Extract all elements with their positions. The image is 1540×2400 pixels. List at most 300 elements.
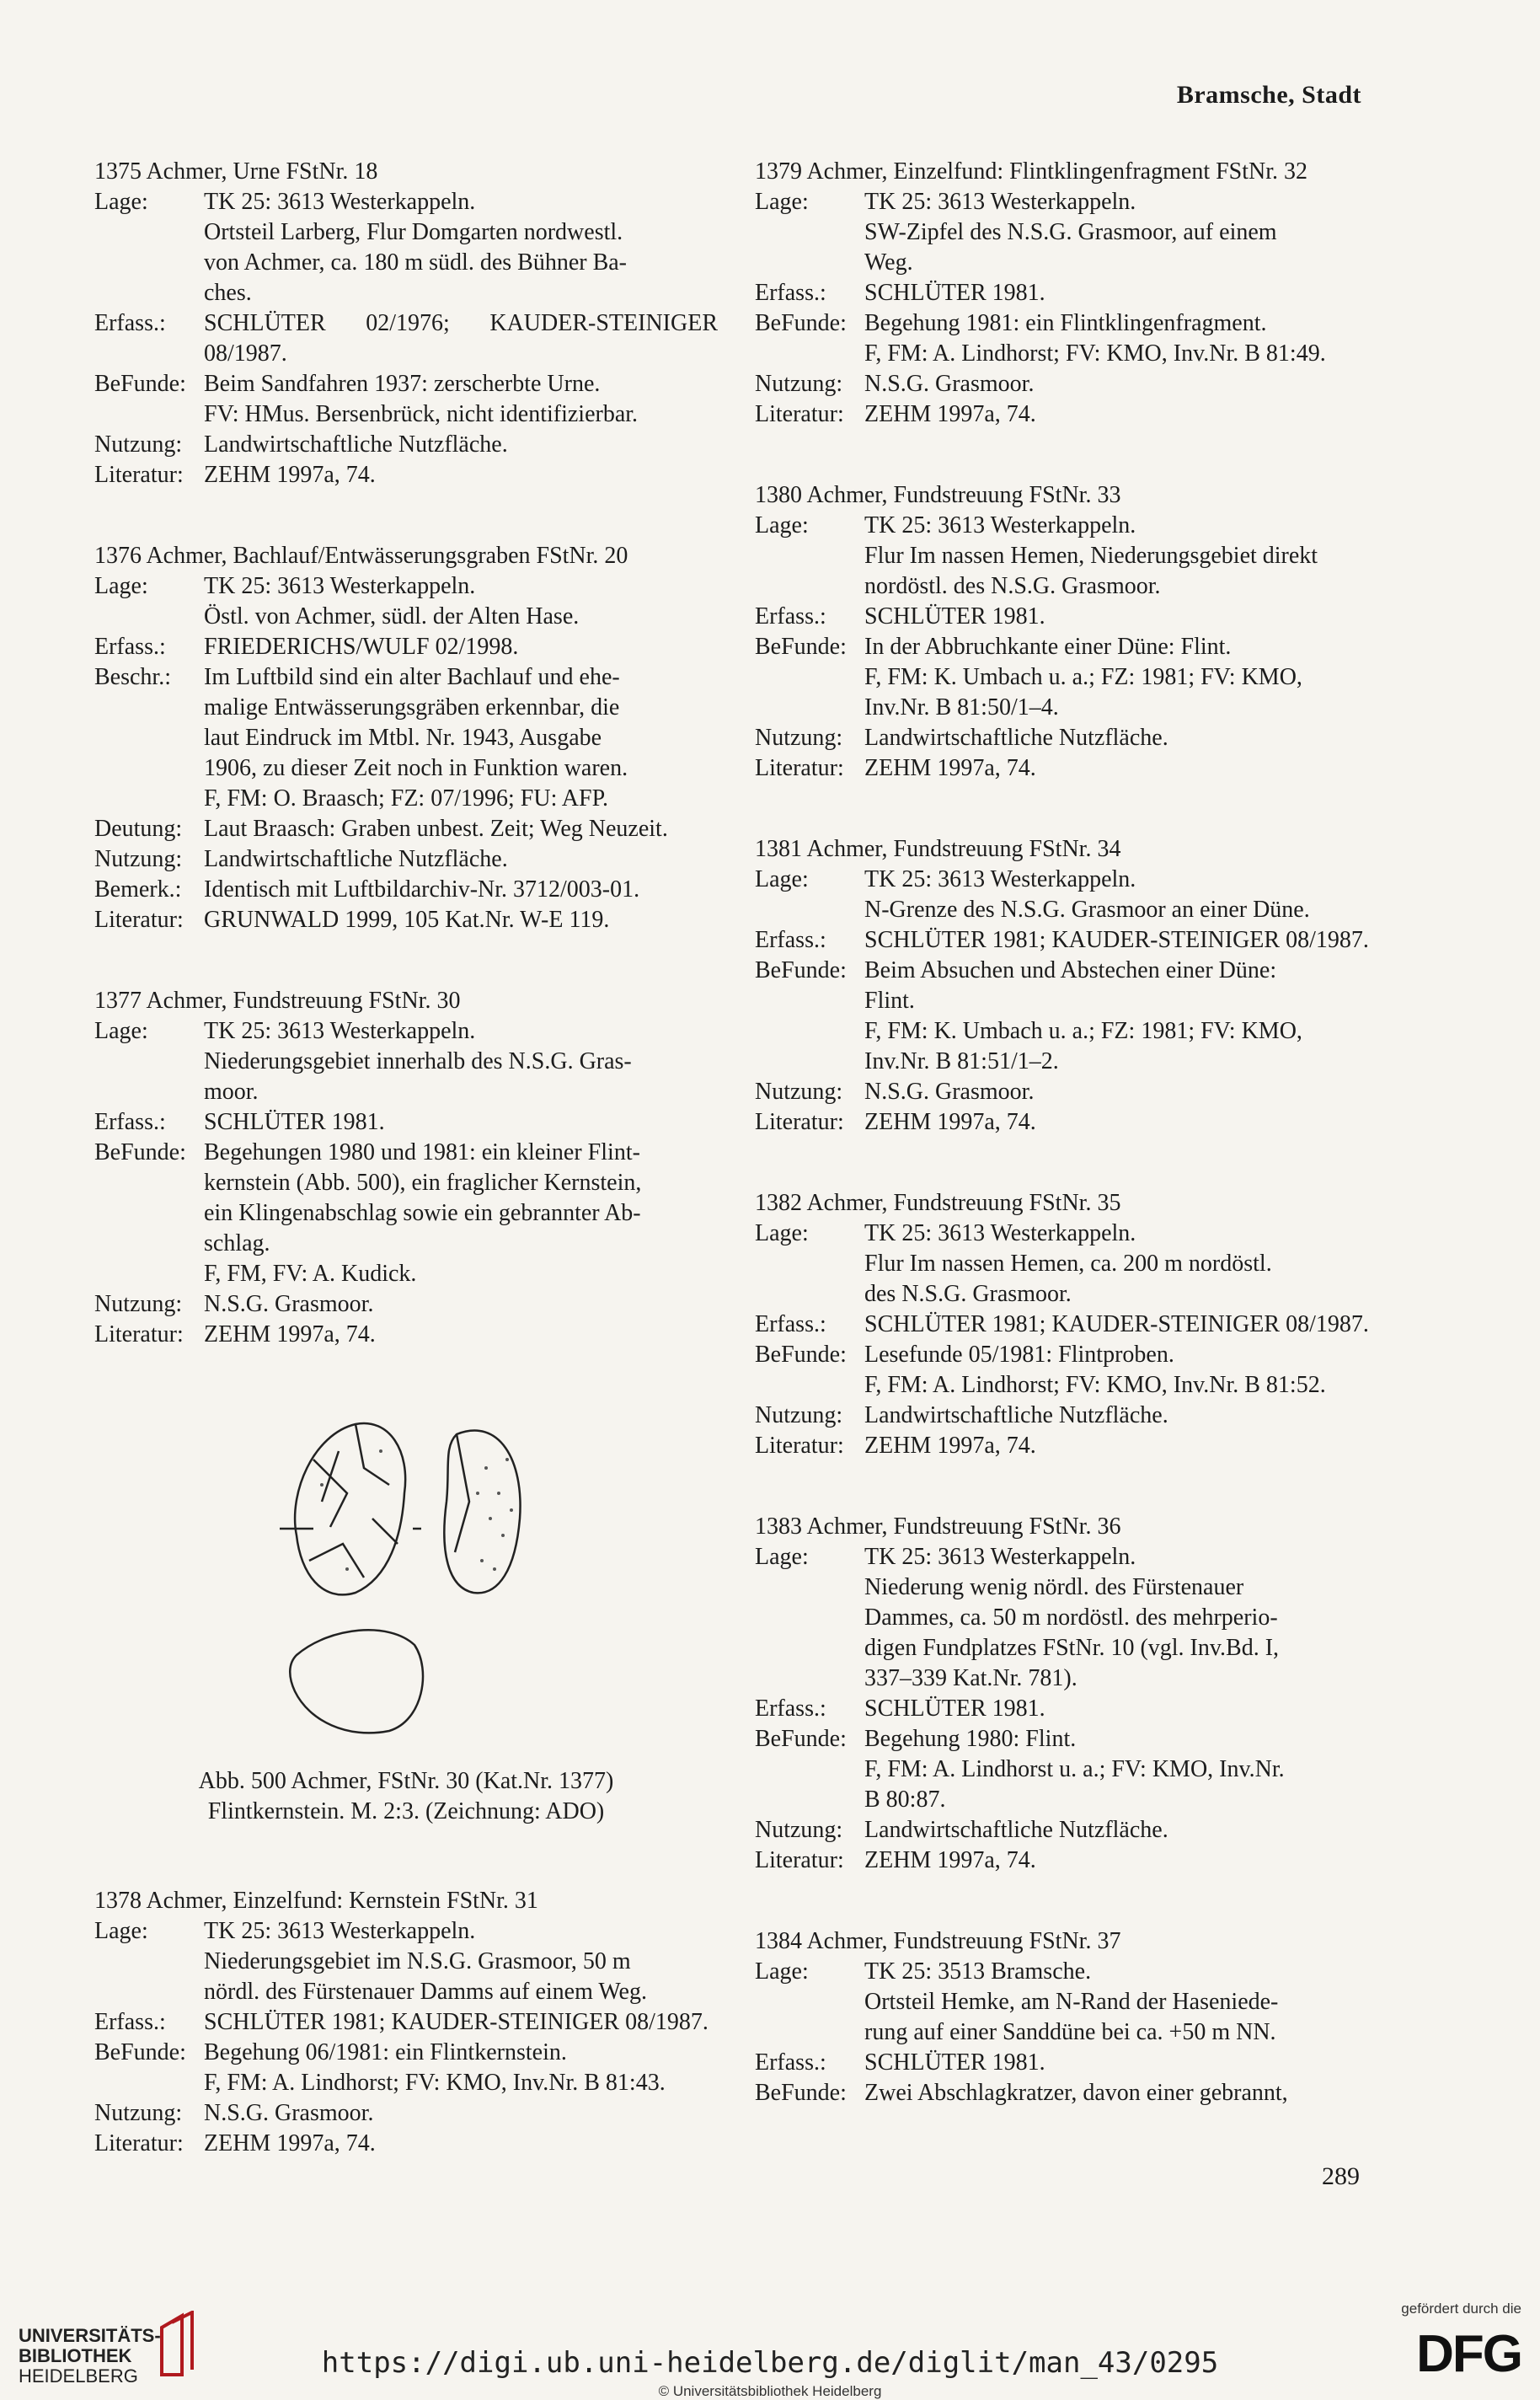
entry-field: [755, 753, 1378, 784]
field-label: BeFunde:: [755, 1342, 847, 1368]
field-value: [204, 632, 718, 662]
entry-number: 1382: [755, 1190, 802, 1216]
entry-field: [755, 2048, 1378, 2078]
field-line: Begehung 1981: ein Flintklingenfragment.: [864, 310, 1267, 336]
right-entries: [755, 157, 1378, 2108]
field-value: [204, 2098, 718, 2129]
field-line: SCHLÜTER 1981.: [864, 2049, 1045, 2076]
entry-title: [94, 157, 718, 187]
field-line: TK 25: 3613 Westerkappeln.: [204, 1018, 476, 1044]
left-entries-after: [94, 1886, 718, 2159]
entry-heading: Achmer, Einzelfund: Kernstein FStNr. 31: [142, 1888, 538, 1914]
field-value: [204, 814, 718, 844]
field-line: ZEHM 1997a, 74.: [864, 755, 1036, 781]
field-value: [204, 1138, 718, 1289]
field-line: ZEHM 1997a, 74.: [864, 401, 1036, 427]
field-label: Erfass.:: [755, 2049, 826, 2076]
field-label: Nutzung:: [755, 1817, 843, 1843]
field-line: rung auf einer Sanddüne bei ca. +50 m NN.: [864, 2019, 1276, 2045]
entry-field: [94, 1320, 718, 1350]
field-label: Nutzung:: [94, 1291, 183, 1317]
field-line: Begehung 1980: Flint.: [864, 1726, 1077, 1752]
field-label: Nutzung:: [94, 2100, 183, 2126]
field-value: [864, 1542, 1378, 1694]
field-line: SCHLÜTER 1981.: [204, 1109, 385, 1135]
field-line: ZEHM 1997a, 74.: [864, 1433, 1036, 1459]
field-label: Literatur:: [94, 907, 184, 933]
field-label: Erfass.:: [94, 634, 166, 660]
field-value: [864, 511, 1378, 602]
caption-line-2: Flintkernstein. M. 2:3. (Zeichnung: ADO): [207, 1798, 605, 1824]
field-label: BeFunde:: [755, 1726, 847, 1752]
field-line: SCHLÜTER 1981; KAUDER-STEINIGER 08/1987.: [204, 2009, 709, 2035]
field-line: des N.S.G. Grasmoor.: [864, 1281, 1072, 1307]
field-label: Literatur:: [755, 1847, 844, 1873]
entry-field: [94, 662, 718, 814]
entry-heading: Achmer, Urne FStNr. 18: [142, 158, 378, 185]
field-value: [204, 430, 718, 460]
field-line: Niederung wenig nördl. des Fürstenauer: [864, 1574, 1244, 1600]
entry-title: [94, 1886, 718, 1916]
field-line: Flur Im nassen Hemen, ca. 200 m nordöstl.: [864, 1251, 1272, 1277]
field-label: Literatur:: [755, 1109, 844, 1135]
field-line: SW-Zipfel des N.S.G. Grasmoor, auf einem: [864, 219, 1277, 245]
catalog-entry: [755, 1926, 1378, 2108]
entry-heading: Achmer, Fundstreuung FStNr. 34: [802, 836, 1121, 862]
field-line: TK 25: 3513 Bramsche.: [864, 1958, 1092, 1985]
entry-field: [755, 956, 1378, 1077]
left-column: [94, 157, 718, 2210]
field-line: FV: HMus. Bersenbrück, nicht identifizierbar.: [204, 401, 639, 427]
field-value: [864, 1219, 1378, 1310]
field-line: Landwirtschaftliche Nutzfläche.: [204, 846, 508, 872]
entry-field: [94, 369, 718, 430]
running-header: Bramsche, Stadt: [1176, 81, 1361, 109]
footer: [0, 2275, 1540, 2397]
entry-field: [755, 1542, 1378, 1694]
field-line: Landwirtschaftliche Nutzfläche.: [864, 1402, 1168, 1428]
entry-field: [94, 1289, 718, 1320]
field-value: [204, 308, 718, 369]
entry-field: [755, 1431, 1378, 1461]
catalog-entry: [755, 480, 1378, 784]
catalog-entry: [755, 834, 1378, 1138]
field-label: Erfass.:: [755, 603, 826, 629]
field-line: moor.: [204, 1079, 259, 1105]
field-label: Erfass.:: [755, 1696, 826, 1722]
field-label: Literatur:: [94, 462, 184, 488]
entry-title: [755, 1926, 1378, 1957]
catalog-entry: [755, 157, 1378, 430]
field-label: Deutung:: [94, 816, 183, 842]
field-line: 1906, zu dieser Zeit noch in Funktion waren.: [204, 755, 628, 781]
field-line: F, FM: A. Lindhorst; FV: KMO, Inv.Nr. B 81:49.: [864, 340, 1326, 367]
entry-field: [755, 602, 1378, 632]
entry-title: [755, 1188, 1378, 1219]
field-line: Weg.: [864, 249, 913, 276]
entry-field: [755, 1310, 1378, 1340]
funding-label: gefördert durch die: [1401, 2301, 1521, 2317]
entry-number: 1378: [94, 1888, 142, 1914]
field-value: [864, 187, 1378, 278]
field-line: Beim Sandfahren 1937: zerscherbte Urne.: [204, 371, 601, 397]
field-label: BeFunde:: [755, 2080, 847, 2106]
entry-field: [755, 1401, 1378, 1431]
entry-field: [94, 1107, 718, 1138]
field-value: [204, 2007, 718, 2038]
entry-title: [755, 834, 1378, 865]
field-line: Inv.Nr. B 81:51/1–2.: [864, 1048, 1059, 1074]
field-value: [864, 1846, 1378, 1876]
field-line: malige Entwässerungsgräben erkennbar, die: [204, 694, 620, 721]
field-label: Lage:: [755, 1544, 809, 1570]
field-line: Flur Im nassen Hemen, Niederungsgebiet direkt: [864, 543, 1318, 569]
entry-number: 1381: [755, 836, 802, 862]
library-name-line1: UNIVERSITÄTS-: [19, 2325, 161, 2346]
field-value: [864, 1077, 1378, 1107]
entry-title: [94, 986, 718, 1016]
field-value: [204, 875, 718, 905]
entry-field: [755, 369, 1378, 399]
entry-field: [94, 460, 718, 490]
entry-heading: Achmer, Fundstreuung FStNr. 36: [802, 1513, 1121, 1540]
field-line: Im Luftbild sind ein alter Bachlauf und ehe-: [204, 664, 620, 690]
field-value: [204, 1107, 718, 1138]
entry-heading: Achmer, Einzelfund: Flintklingenfragment FStNr. 32: [802, 158, 1308, 185]
field-line: Inv.Nr. B 81:50/1–4.: [864, 694, 1059, 721]
entry-heading: Achmer, Fundstreuung FStNr. 33: [802, 482, 1121, 508]
field-value: [204, 1320, 718, 1350]
field-label: Lage:: [755, 1958, 809, 1985]
field-label: BeFunde:: [94, 1139, 186, 1165]
entry-field: [94, 2007, 718, 2038]
entry-field: [94, 571, 718, 632]
field-line: kernstein (Abb. 500), ein fraglicher Kernstein,: [204, 1170, 642, 1196]
field-value: [864, 723, 1378, 753]
library-name-line3: HEIDELBERG: [19, 2365, 138, 2387]
field-line: SCHLÜTER 1981; KAUDER-STEINIGER 08/1987.: [864, 927, 1369, 953]
field-line: ZEHM 1997a, 74.: [204, 1321, 376, 1347]
field-label: Literatur:: [94, 2130, 184, 2156]
page-number: 289: [1322, 2162, 1360, 2190]
entry-number: 1383: [755, 1513, 802, 1540]
field-label: Lage:: [755, 512, 809, 538]
field-label: Nutzung:: [94, 431, 183, 458]
field-label: Erfass.:: [755, 927, 826, 953]
field-value: [864, 1310, 1378, 1340]
entry-field: [755, 1815, 1378, 1846]
catalog-entry: [94, 986, 718, 1350]
field-line: schlag.: [204, 1230, 270, 1256]
entry-field: [755, 278, 1378, 308]
field-label: BeFunde:: [94, 2039, 186, 2065]
field-line: N.S.G. Grasmoor.: [204, 1291, 374, 1317]
field-line: TK 25: 3613 Westerkappeln.: [204, 573, 476, 599]
entry-title: [755, 1512, 1378, 1542]
field-line: Landwirtschaftliche Nutzfläche.: [864, 1817, 1168, 1843]
field-value: [204, 460, 718, 490]
entry-field: [755, 632, 1378, 723]
entry-field: [755, 1846, 1378, 1876]
catalog-entry: [94, 1886, 718, 2159]
entry-field: [94, 905, 718, 935]
field-value: [864, 1107, 1378, 1138]
field-label: Nutzung:: [755, 1402, 843, 1428]
entry-number: 1376: [94, 543, 142, 569]
copyright-notice: © Universitätsbibliothek Heidelberg: [658, 2383, 882, 2399]
entry-field: [755, 187, 1378, 278]
field-line: ches.: [204, 280, 252, 306]
field-line: SCHLÜTER 1981.: [864, 280, 1045, 306]
entry-heading: Achmer, Fundstreuung FStNr. 35: [802, 1190, 1121, 1216]
field-line: Flint.: [864, 988, 915, 1014]
field-label: Lage:: [755, 1220, 809, 1246]
field-value: [864, 602, 1378, 632]
field-label: Lage:: [755, 189, 809, 215]
field-value: [204, 2129, 718, 2159]
entry-field: [94, 2098, 718, 2129]
field-label: Lage:: [94, 1918, 148, 1944]
field-line: SCHLÜTER 1981.: [864, 1696, 1045, 1722]
entry-heading: Achmer, Fundstreuung FStNr. 30: [142, 988, 461, 1014]
catalog-entry: [94, 541, 718, 935]
field-value: [864, 2048, 1378, 2078]
field-value: [864, 1815, 1378, 1846]
field-line: N.S.G. Grasmoor.: [864, 371, 1035, 397]
field-line: B 80:87.: [864, 1787, 946, 1813]
figure-flint-core: [94, 1401, 718, 1738]
field-line: Laut Braasch: Graben unbest. Zeit; Weg Neuzeit.: [204, 816, 668, 842]
entry-number: 1375: [94, 158, 142, 185]
field-label: Beschr.:: [94, 664, 171, 690]
field-value: [864, 1340, 1378, 1401]
entry-field: [755, 925, 1378, 956]
entry-field: [94, 844, 718, 875]
entry-title: [755, 157, 1378, 187]
field-line: ZEHM 1997a, 74.: [204, 2130, 376, 2156]
field-line: Niederungsgebiet im N.S.G. Grasmoor, 50 m: [204, 1948, 631, 1974]
field-line: ZEHM 1997a, 74.: [204, 462, 376, 488]
field-value: [864, 1694, 1378, 1724]
entry-heading: Achmer, Fundstreuung FStNr. 37: [802, 1928, 1121, 1954]
figure-caption: [94, 1766, 718, 1827]
entry-field: [94, 1916, 718, 2007]
field-value: [864, 1431, 1378, 1461]
field-line: digen Fundplatzes FStNr. 10 (vgl. Inv.Bd. I,: [864, 1635, 1280, 1661]
field-line: F, FM, FV: A. Kudick.: [204, 1261, 417, 1287]
field-line: Identisch mit Luftbildarchiv-Nr. 3712/003-01.: [204, 876, 640, 903]
entry-field: [94, 2038, 718, 2098]
field-value: [204, 2038, 718, 2098]
permalink-url[interactable]: https://digi.ub.uni-heidelberg.de/diglit/man_43/0295: [321, 2346, 1219, 2380]
entry-field: [755, 1077, 1378, 1107]
entry-field: [755, 1107, 1378, 1138]
field-value: [204, 187, 718, 308]
field-label: Erfass.:: [94, 2009, 166, 2035]
field-value: [864, 278, 1378, 308]
field-line: Begehungen 1980 und 1981: ein kleiner Flint-: [204, 1139, 640, 1165]
field-label: Lage:: [94, 573, 148, 599]
field-line: nördl. des Fürstenauer Damms auf einem Weg.: [204, 1979, 647, 2005]
field-label: BeFunde:: [755, 310, 847, 336]
field-label: Literatur:: [755, 401, 844, 427]
field-value: [864, 925, 1378, 956]
field-value: [864, 308, 1378, 369]
field-value: [204, 905, 718, 935]
field-line: Landwirtschaftliche Nutzfläche.: [864, 725, 1168, 751]
library-name-line2: BIBLIOTHEK: [19, 2345, 132, 2366]
entry-field: [755, 511, 1378, 602]
entry-number: 1379: [755, 158, 802, 185]
entry-heading: Achmer, Bachlauf/Entwässerungsgraben FStNr. 20: [142, 543, 628, 569]
field-line: Beim Absuchen und Abstechen einer Düne:: [864, 957, 1277, 983]
entry-field: [94, 187, 718, 308]
flint-core-drawing: [263, 1401, 549, 1738]
field-line: ZEHM 1997a, 74.: [864, 1109, 1036, 1135]
field-value: [864, 632, 1378, 723]
caption-line-1: Abb. 500 Achmer, FStNr. 30 (Kat.Nr. 1377): [198, 1768, 614, 1794]
entry-field: [755, 1957, 1378, 2048]
field-line: GRUNWALD 1999, 105 Kat.Nr. W-E 119.: [204, 907, 610, 933]
field-line: N.S.G. Grasmoor.: [864, 1079, 1035, 1105]
dfg-logo[interactable]: DFG: [1416, 2325, 1521, 2383]
field-value: [204, 1016, 718, 1107]
field-line: F, FM: K. Umbach u. a.; FZ: 1981; FV: KMO,: [864, 1018, 1302, 1044]
field-label: Bemerk.:: [94, 876, 182, 903]
catalog-entry: [94, 157, 718, 490]
field-label: Lage:: [94, 1018, 148, 1044]
entry-field: [94, 2129, 718, 2159]
catalog-entry: [755, 1188, 1378, 1461]
field-value: [864, 865, 1378, 925]
entry-field: [755, 1724, 1378, 1815]
field-line: Ortsteil Hemke, am N-Rand der Haseniede-: [864, 1989, 1279, 2015]
right-column: [755, 157, 1378, 2159]
entry-title: [94, 541, 718, 571]
field-line: TK 25: 3613 Westerkappeln.: [204, 1918, 476, 1944]
field-label: Erfass.:: [94, 310, 166, 336]
field-line: Zwei Abschlagkratzer, davon einer gebrannt,: [864, 2080, 1288, 2106]
field-line: TK 25: 3613 Westerkappeln.: [204, 189, 476, 215]
field-value: [204, 1916, 718, 2007]
field-value: [864, 1957, 1378, 2048]
field-label: Lage:: [755, 866, 809, 892]
field-line: F, FM: A. Lindhorst; FV: KMO, Inv.Nr. B 81:52.: [864, 1372, 1326, 1398]
field-line: SCHLÜTER 1981.: [864, 603, 1045, 629]
field-label: Nutzung:: [755, 1079, 843, 1105]
field-line: laut Eindruck im Mtbl. Nr. 1943, Ausgabe: [204, 725, 602, 751]
entry-title: [755, 480, 1378, 511]
entry-number: 1377: [94, 988, 142, 1014]
entry-field: [94, 814, 718, 844]
field-line: F, FM: K. Umbach u. a.; FZ: 1981; FV: KMO,: [864, 664, 1302, 690]
field-line: N.S.G. Grasmoor.: [204, 2100, 374, 2126]
field-value: [204, 844, 718, 875]
field-value: [864, 1724, 1378, 1815]
field-line: F, FM: A. Lindhorst u. a.; FV: KMO, Inv.Nr.: [864, 1756, 1285, 1782]
field-line: TK 25: 3613 Westerkappeln.: [864, 1544, 1136, 1570]
field-line: Ortsteil Larberg, Flur Domgarten nordwestl.: [204, 219, 623, 245]
entry-field: [94, 430, 718, 460]
field-label: BeFunde:: [94, 371, 186, 397]
field-line: ein Klingenabschlag sowie ein gebrannter Ab-: [204, 1200, 641, 1226]
field-line: In der Abbruchkante einer Düne: Flint.: [864, 634, 1232, 660]
field-line: TK 25: 3613 Westerkappeln.: [864, 512, 1136, 538]
field-label: Nutzung:: [755, 371, 843, 397]
field-line: 337–339 Kat.Nr. 781).: [864, 1665, 1077, 1691]
entry-field: [755, 1219, 1378, 1310]
field-line: von Achmer, ca. 180 m südl. des Bühner Ba-: [204, 249, 628, 276]
field-line: Landwirtschaftliche Nutzfläche.: [204, 431, 508, 458]
field-value: [864, 2078, 1378, 2108]
field-line: Begehung 06/1981: ein Flintkernstein.: [204, 2039, 567, 2065]
field-value: [204, 1289, 718, 1320]
field-value: [864, 369, 1378, 399]
entry-field: [94, 308, 718, 369]
field-line: TK 25: 3613 Westerkappeln.: [864, 1220, 1136, 1246]
entry-field: [755, 1340, 1378, 1401]
entry-field: [94, 1138, 718, 1289]
field-line: Dammes, ca. 50 m nordöstl. des mehrperio-: [864, 1604, 1278, 1631]
field-label: BeFunde:: [755, 634, 847, 660]
entry-number: 1380: [755, 482, 802, 508]
left-entries: [94, 157, 718, 1350]
entry-field: [94, 875, 718, 905]
field-line: ZEHM 1997a, 74.: [864, 1847, 1036, 1873]
field-value: [864, 1401, 1378, 1431]
entry-field: [755, 865, 1378, 925]
field-value: [864, 399, 1378, 430]
field-line: Östl. von Achmer, südl. der Alten Hase.: [204, 603, 580, 629]
entry-field: [755, 723, 1378, 753]
field-line: F, FM: A. Lindhorst; FV: KMO, Inv.Nr. B 81:43.: [204, 2070, 666, 2096]
field-line: Niederungsgebiet innerhalb des N.S.G. Gras-: [204, 1048, 632, 1074]
entry-field: [94, 632, 718, 662]
field-label: Erfass.:: [755, 1311, 826, 1337]
entry-field: [755, 308, 1378, 369]
field-label: Literatur:: [755, 755, 844, 781]
catalog-entry: [755, 1512, 1378, 1876]
field-line: TK 25: 3613 Westerkappeln.: [864, 189, 1136, 215]
field-label: Erfass.:: [755, 280, 826, 306]
field-label: Erfass.:: [94, 1109, 166, 1135]
field-value: [204, 662, 718, 814]
field-line: N-Grenze des N.S.G. Grasmoor an einer Düne.: [864, 897, 1310, 923]
field-label: Literatur:: [94, 1321, 184, 1347]
entry-number: 1384: [755, 1928, 802, 1954]
field-line: Lesefunde 05/1981: Flintproben.: [864, 1342, 1174, 1368]
field-line: TK 25: 3613 Westerkappeln.: [864, 866, 1136, 892]
field-line: SCHLÜTER 1981; KAUDER-STEINIGER 08/1987.: [864, 1311, 1369, 1337]
field-label: Literatur:: [755, 1433, 844, 1459]
entry-field: [755, 2078, 1378, 2108]
field-line: FRIEDERICHS/WULF 02/1998.: [204, 634, 519, 660]
field-line: SCHLÜTER 02/1976; KAUDER-STEINIGER 08/1987.: [204, 310, 718, 367]
field-value: [204, 571, 718, 632]
field-label: BeFunde:: [755, 957, 847, 983]
field-value: [864, 956, 1378, 1077]
field-value: [864, 753, 1378, 784]
field-label: Lage:: [94, 189, 148, 215]
entry-field: [755, 399, 1378, 430]
field-label: Nutzung:: [755, 725, 843, 751]
field-label: Nutzung:: [94, 846, 183, 872]
field-line: F, FM: O. Braasch; FZ: 07/1996; FU: AFP.: [204, 785, 609, 812]
entry-field: [755, 1694, 1378, 1724]
entry-field: [94, 1016, 718, 1107]
field-line: nordöstl. des N.S.G. Grasmoor.: [864, 573, 1161, 599]
field-value: [204, 369, 718, 430]
